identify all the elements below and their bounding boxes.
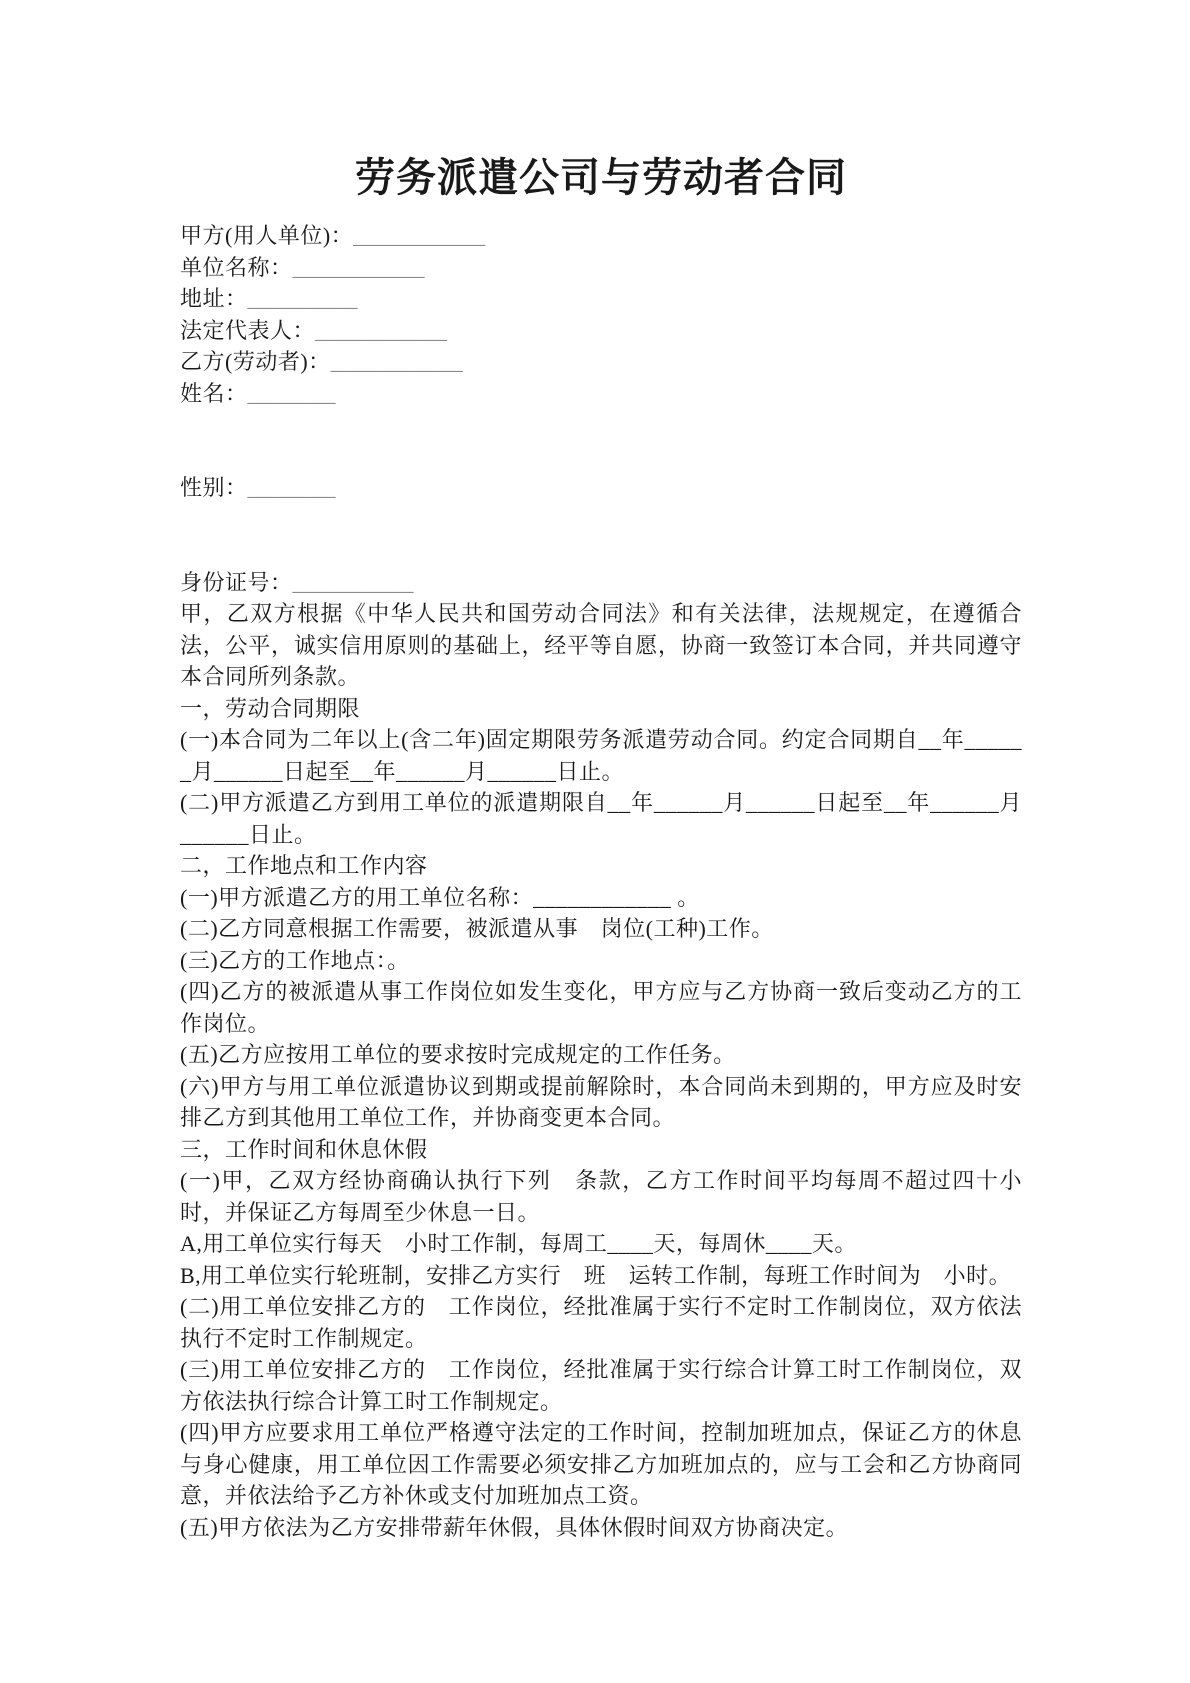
clause-3-1: (一)甲，乙双方经协商确认执行下列 条款，乙方工作时间平均每周不超过四十小时，并保证乙方每周至少休息一日。 xyxy=(180,1168,1022,1225)
clause-2-1: (一)甲方派遣乙方的用工单位名称：____________ 。 xyxy=(180,884,700,910)
clause-2-4: (四)乙方的被派遣从事工作岗位如发生变化，甲方应与乙方协商一致后变动乙方的工作岗位。 xyxy=(180,979,1022,1036)
field-legal-representative-blank: ____________ xyxy=(315,317,448,343)
clause-3-2: A,用工单位实行每天 小时工作制，每周工____天，每周休____天。 xyxy=(180,1231,857,1256)
field-party-a xyxy=(180,220,1022,252)
document-title: 劳务派遣公司与劳动者合同 xyxy=(355,155,847,200)
field-party-a-label: 甲方(用人单位)： xyxy=(180,223,354,248)
clause-3-6: (四)甲方应要求用工单位严格遵守法定的工作时间，控制加班加点，保证乙方的休息与身心健康，用工单位因工作需要必须安排乙方加班加点的，应与工会和乙方协商同意，并依法给予乙方补休或支付加班加点工资。 xyxy=(180,1420,1022,1508)
field-gender-label: 性别： xyxy=(180,475,248,500)
field-address xyxy=(180,283,1022,315)
clause-3-5: (三)用工单位安排乙方的 工作岗位，经批准属于实行综合计算工时工作制岗位，双方依法执行综合计算工时工作制规定。 xyxy=(180,1357,1022,1414)
clause-2-5: (五)乙方应按用工单位的要求按时完成规定的工作任务。 xyxy=(180,1042,736,1067)
clause-1-2: (二)甲方派遣乙方到用工单位的派遣期限自__年______月______日起至__年______月______日止。 xyxy=(180,790,1022,847)
field-address-blank: __________ xyxy=(247,286,358,311)
section-3-heading: 三，工作时间和休息休假 xyxy=(180,1136,428,1162)
clause-2-3: (三)乙方的工作地点：。 xyxy=(180,947,410,973)
field-company-name-blank: ____________ xyxy=(292,254,425,280)
field-legal-representative xyxy=(180,315,1022,347)
clause-1-1: (一)本合同为二年以上(含二年)固定期限劳务派遣劳动合同。约定合同期自__年______月______日起至__年______月______日止。 xyxy=(180,727,1022,784)
field-gender-blank: ________ xyxy=(247,475,336,500)
field-id-number-blank: ___________ xyxy=(292,569,414,595)
field-worker-name xyxy=(180,378,1022,410)
section-2-heading: 二，工作地点和工作内容 xyxy=(180,853,428,878)
field-address-label: 地址： xyxy=(180,286,248,311)
field-company-name-label: 单位名称： xyxy=(180,254,293,280)
field-worker-name-blank: ________ xyxy=(247,380,336,406)
field-party-b xyxy=(180,346,1022,378)
field-id-number xyxy=(180,567,1022,599)
field-party-a-blank: ____________ xyxy=(353,223,486,248)
section-1-heading: 一，劳动合同期限 xyxy=(180,695,361,721)
clause-2-6: (六)甲方与用工单位派遣协议到期或提前解除时，本合同尚未到期的，甲方应及时安排乙方到其他用工单位工作，并协商变更本合同。 xyxy=(180,1073,1022,1130)
clause-3-7: (五)甲方依法为乙方安排带薪年休假，具体休假时间双方协商决定。 xyxy=(180,1514,849,1540)
field-company-name xyxy=(180,252,1022,284)
clause-3-4: (二)用工单位安排乙方的 工作岗位，经批准属于实行不定时工作制岗位，双方依法执行不定时工作制规定。 xyxy=(180,1294,1022,1351)
field-legal-representative-label: 法定代表人： xyxy=(180,317,316,343)
clause-2-2: (二)乙方同意根据工作需要，被派遣从事 岗位(工种)工作。 xyxy=(180,916,774,941)
preamble-paragraph: 甲，乙双方根据《中华人民共和国劳动合同法》和有关法律，法规规定，在遵循合法，公平，诚实信用原则的基础上，经平等自愿，协商一致签订本合同，并共同遵守本合同所列条款。 xyxy=(180,601,1022,689)
field-gender xyxy=(180,472,1022,504)
field-party-b-label: 乙方(劳动者)： xyxy=(180,349,331,374)
field-worker-name-label: 姓名： xyxy=(180,380,248,406)
clause-3-3: B,用工单位实行轮班制，安排乙方实行 班 运转工作制，每班工作时间为 小时。 xyxy=(180,1262,1012,1288)
field-party-b-blank: ____________ xyxy=(330,349,463,374)
field-id-number-label: 身份证号： xyxy=(180,569,293,595)
